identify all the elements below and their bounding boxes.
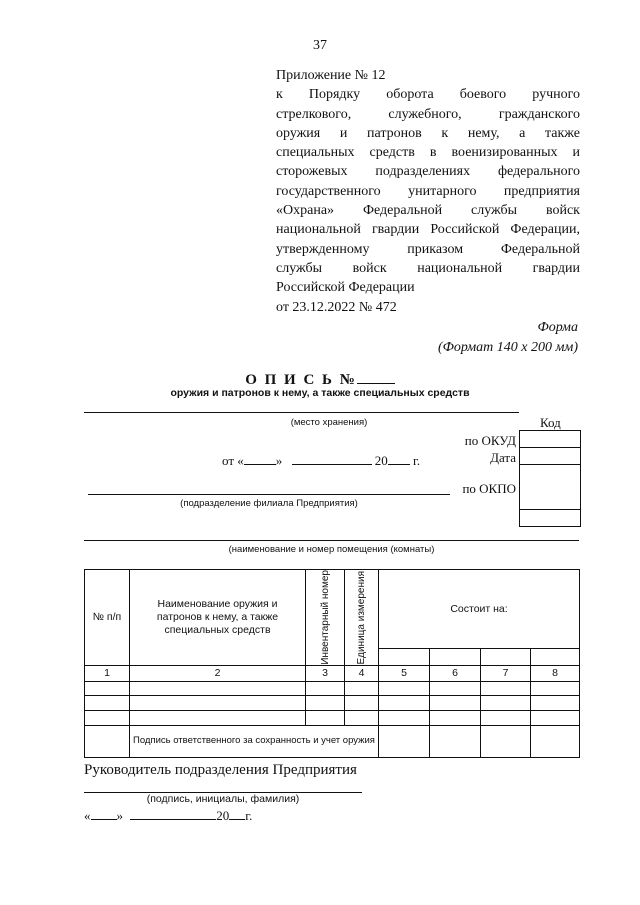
document-subtitle: оружия и патронов к нему, а также специальных средств: [170, 387, 470, 399]
bottom-month-blank[interactable]: [130, 807, 216, 820]
format-label: (Формат 140 х 200 мм): [437, 340, 578, 355]
header-unit-text: Единица измерения: [356, 570, 367, 665]
header-state: Состоит на:: [379, 570, 580, 649]
okpo-label: по ОКПО: [462, 481, 516, 496]
appendix-date: от 23.12.2022 № 472: [276, 299, 397, 315]
form-label: Форма: [537, 320, 578, 335]
inventory-table: [84, 569, 580, 758]
col-number: 6: [430, 665, 481, 681]
table-row[interactable]: [85, 681, 580, 695]
page-number: 37: [313, 38, 327, 53]
signature-cell[interactable]: [430, 725, 481, 757]
bottom-open-quote: «: [84, 808, 91, 823]
header-name: Наименование оружия и патронов к нему, а также специальных средств: [130, 570, 306, 666]
division-caption: (подразделение филиала Предприятия): [180, 498, 358, 509]
room-caption: (наименование и номер помещения (комнаты): [228, 544, 435, 555]
col-number: 3: [306, 665, 345, 681]
table-number-row: [85, 665, 580, 681]
signature-cell[interactable]: [379, 725, 430, 757]
state-date-cell[interactable]: [531, 648, 580, 665]
col-number: 8: [531, 665, 580, 681]
appendix-line: национальной гвардии Российской Федерации,: [276, 222, 580, 238]
title-number-blank[interactable]: [357, 369, 395, 384]
form-label-block: [438, 318, 578, 358]
appendix-line: государственного унитарного предприятия: [276, 183, 580, 199]
document-title: [0, 369, 640, 389]
code-divider: [520, 509, 580, 510]
division-line[interactable]: [88, 494, 450, 495]
year-suffix: г.: [413, 453, 421, 468]
table-header-row: [85, 570, 580, 649]
bottom-date-line: [84, 807, 252, 824]
code-label: Код: [540, 415, 561, 430]
bottom-year-blank[interactable]: [229, 807, 245, 820]
appendix-line: сторожевых подразделениях федерального: [276, 164, 580, 180]
table-row[interactable]: [85, 695, 580, 710]
okud-label: по ОКУД: [464, 433, 516, 448]
date-label: Дата: [490, 450, 516, 465]
appendix-block: [276, 66, 580, 317]
state-date-cell[interactable]: [379, 648, 430, 665]
col-number: 2: [130, 665, 306, 681]
state-date-cell[interactable]: [481, 648, 531, 665]
signature-cell[interactable]: [531, 725, 580, 757]
head-title: Руководитель подразделения Предприятия: [84, 762, 357, 778]
appendix-line: стрелкового, служебного, гражданского: [276, 106, 580, 122]
appendix-line: Российской Федерации: [276, 280, 415, 296]
bottom-year-prefix: 20: [216, 808, 230, 823]
signature-row: [85, 725, 580, 757]
header-inventory-text: Инвентарный номер: [319, 570, 331, 665]
appendix-title: Приложение № 12: [276, 68, 386, 83]
bottom-day-blank[interactable]: [91, 807, 117, 820]
room-line[interactable]: [84, 540, 579, 541]
sign-caption: (подпись, инициалы, фамилия): [146, 793, 300, 805]
header-unit: [345, 570, 379, 666]
title-text: О П И С Ь №: [245, 372, 357, 388]
code-divider: [520, 447, 580, 448]
col-number: 1: [85, 665, 130, 681]
date-close-quote: »: [275, 453, 283, 468]
storage-caption: (место хранения): [290, 417, 368, 428]
appendix-line: «Охрана» Федеральной службы войск: [276, 203, 580, 219]
signature-text: Подпись ответственного за сохранность и учет оружия: [130, 725, 379, 757]
year-prefix: 20: [374, 453, 388, 468]
state-date-cell[interactable]: [430, 648, 481, 665]
day-blank[interactable]: [244, 452, 276, 465]
signature-empty-cell: [85, 725, 130, 757]
table-row[interactable]: [85, 710, 580, 725]
col-number: 7: [481, 665, 531, 681]
year-blank[interactable]: [388, 452, 410, 465]
appendix-line: специальных средств в военизированных и: [276, 145, 580, 161]
storage-line[interactable]: [84, 412, 519, 413]
appendix-line: оружия и патронов к нему, а также: [276, 125, 580, 141]
code-divider: [520, 464, 580, 465]
signature-cell[interactable]: [481, 725, 531, 757]
appendix-line: службы войск национальной гвардии: [276, 260, 580, 276]
appendix-line: к Порядку оборота боевого ручного: [276, 87, 580, 103]
header-num: № п/п: [85, 570, 130, 666]
date-open-quote: от «: [222, 453, 244, 468]
code-box: [519, 430, 581, 527]
appendix-line: утвержденному приказом Федеральной: [276, 241, 580, 257]
header-inventory: [306, 570, 345, 666]
col-number: 5: [379, 665, 430, 681]
col-number: 4: [345, 665, 379, 681]
bottom-close-quote: »: [116, 808, 123, 823]
month-blank[interactable]: [292, 452, 372, 465]
date-line: [222, 452, 420, 469]
bottom-year-suffix: г.: [245, 808, 253, 823]
